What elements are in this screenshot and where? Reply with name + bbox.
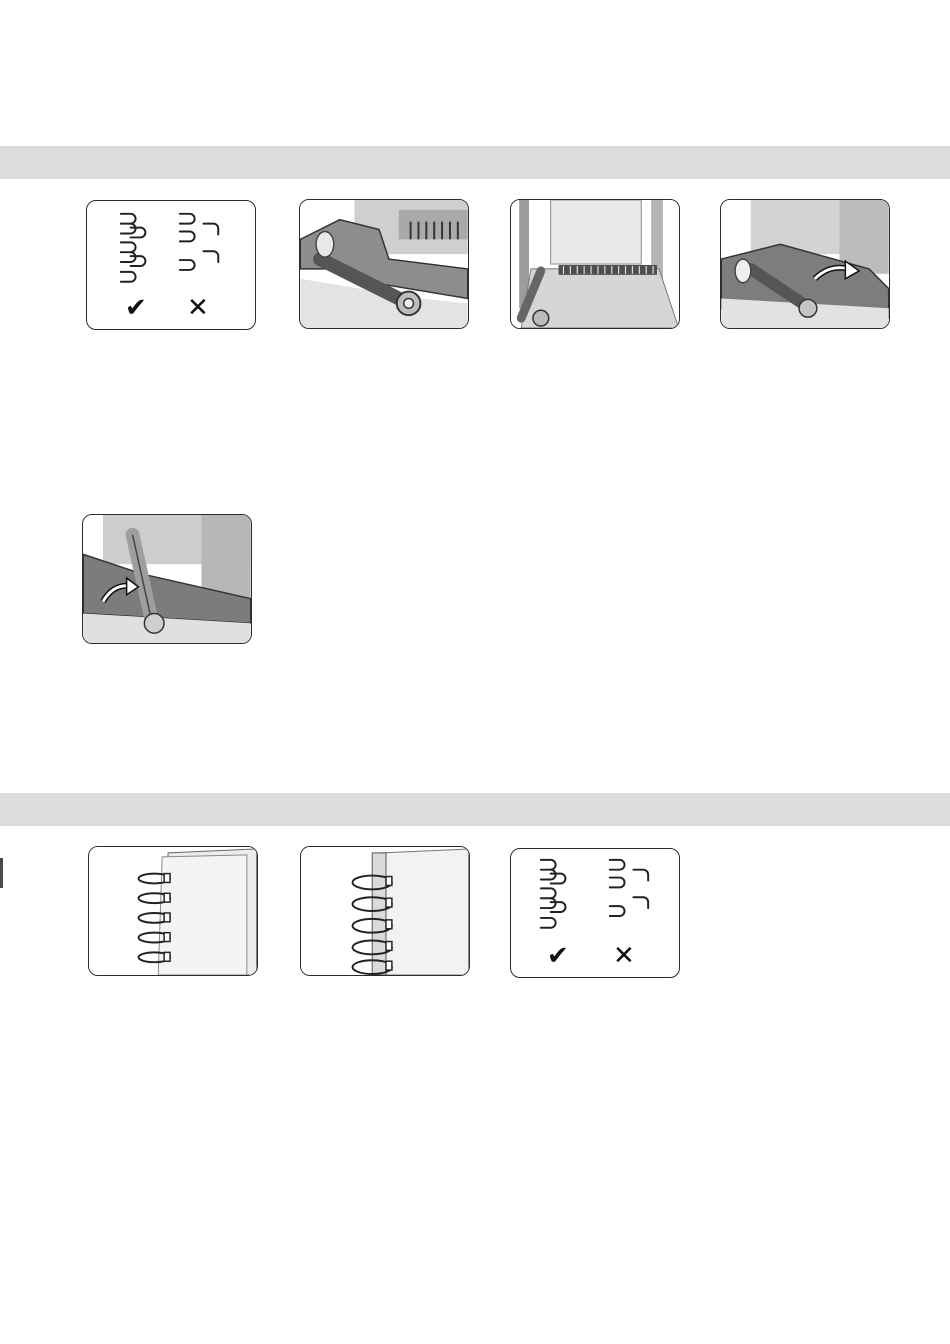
wire-comb-alignment-icon: [511, 849, 679, 977]
binder-lever-arrow-icon: [721, 200, 889, 328]
correct-check-icon: ✔: [125, 293, 147, 323]
bound-document-coil-icon: [301, 847, 469, 975]
step-panel-comb-alignment-2: [510, 848, 680, 978]
correct-check-icon: ✔: [547, 941, 569, 971]
incorrect-cross-icon: ✕: [613, 941, 635, 971]
step-panel-bound-document: [88, 846, 258, 976]
bound-document-side-icon: [89, 847, 257, 975]
incorrect-cross-icon: ✕: [187, 293, 209, 323]
step-panel-open-comb: [510, 199, 680, 329]
wire-comb-alignment-icon: [87, 201, 255, 329]
page-edge-marker: [0, 858, 3, 888]
step-panel-coil-binding: [300, 846, 470, 976]
step-panel-lever-closeup: [299, 199, 469, 329]
binder-lever-closeup-icon: [300, 200, 468, 328]
binder-lever-raised-icon: [83, 515, 251, 643]
step-panel-lever-arrow: [720, 199, 890, 329]
section-header-band-2: [0, 793, 950, 826]
section-header-band-1: [0, 146, 950, 179]
step-panel-lever-raised: [82, 514, 252, 644]
step-panel-comb-alignment: [86, 200, 256, 330]
binder-open-comb-icon: [511, 200, 679, 328]
